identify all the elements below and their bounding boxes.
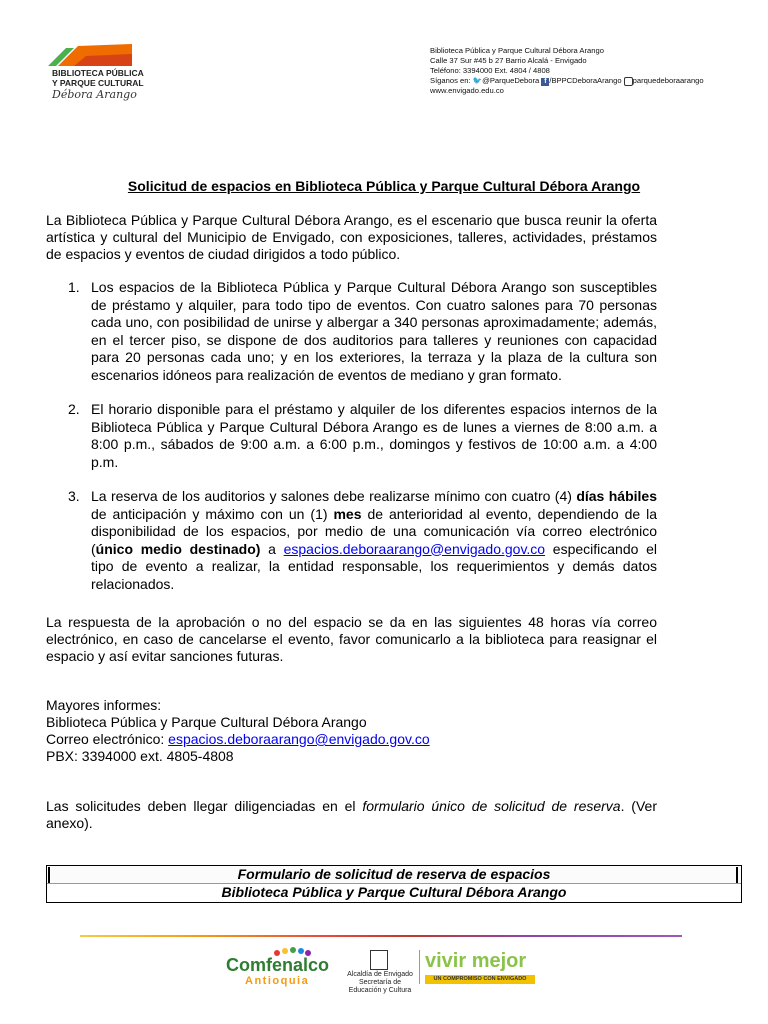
alcaldia-seal-icon [370,950,388,970]
requests-text: Las solicitudes deben llegar diligenciadas en el [46,798,363,814]
form-title-line-2: Biblioteca Pública y Parque Cultural Débora Arango [47,884,741,901]
logo-script: Débora Arango [52,88,137,101]
info-email-label: Correo electrónico: [46,731,169,747]
alcaldia-name: Alcaldía de Envigado [347,971,413,978]
form-title-line-1: Formulario de solicitud de reserva de espacios [47,866,741,884]
website[interactable]: www.envigado.edu.co [430,86,504,95]
social-line [430,76,750,86]
form-title-table [46,865,742,903]
facebook-icon: f [541,78,549,86]
intro-paragraph: La Biblioteca Pública y Parque Cultural Débora Arango, es el escenario que busca reunir la oferta artística y cultural del Municipio de Envigado, con exposiciones, talleres, actividades, préstamos de espacios y eventos de ciudad dirigidos a todo público. [46,212,657,262]
vivir-mejor-logo: vivir mejor [425,950,527,972]
info-name: Biblioteca Pública y Parque Cultural Débora Arango [46,714,367,730]
info-block [46,697,430,765]
requests-italic: formulario único de solicitud de reserva [362,798,621,814]
library-logo-icon [48,44,132,66]
list-item-text: Los espacios de la Biblioteca Pública y Parque Cultural Débora Arango son susceptibles de préstamo y alquiler, para todo tipo de eventos. Con cuatro salones para 70 personas cada uno, con posibilidad de unirse y albergar a 340 personas aproximadamente; además, en el tercer piso, se dispone de dos auditorios para talleres y reuniones con capacidad para 20 personas cada uno; y en los exteriores, la terraza y la plaza de la cultura son escenarios idóneos para realización de eventos de mediano y gran formato. [91,279,657,383]
comfenalco-sub: Antioquia [245,975,310,987]
list-item-text: de anterioridad al evento, dependiendo de la disponibilidad de los espacios, por medio de una comunicación vía correo electrónico ( [91,505,657,557]
bold-text: mes [333,505,362,522]
list-item-text: La reserva de los auditorios y salones debe realizarse mínimo con cuatro (4) [91,488,577,504]
email-link[interactable]: espacios.deboraarango@envigado.gov.co [283,540,546,557]
list-item-text: especificando el tipo de evento a realizar, la entidad responsable, los requerimientos y demás datos relacionados. [91,540,657,592]
instagram-handle[interactable]: parquedeboraarango [632,76,704,85]
contact-phone: Teléfono: 3394000 Ext. 4804 / 4808 [430,66,550,75]
info-email-line [46,731,430,748]
logo-text [52,68,144,88]
list-number: 3. [68,488,80,504]
logo-line-2: Y PARQUE CULTURAL [52,78,144,88]
contact-name: Biblioteca Pública y Parque Cultural Débora Arango [430,46,604,55]
page-title: Solicitud de espacios en Biblioteca Pública y Parque Cultural Débora Arango [127,178,641,194]
response-paragraph: La respuesta de la aprobación o no del espacio se da en las siguientes 48 horas vía correo electrónico, en caso de cancelarse el evento, favor comunicarlo a la biblioteca para reasignar el espacio y así evitar sanciones futuras. [46,614,657,664]
list-number: 1. [68,279,80,295]
alcaldia-logo [342,971,418,995]
info-email-link[interactable]: espacios.deboraarango@envigado.gov.co [168,731,430,747]
table-border-right [736,867,738,883]
footer-separator [419,950,420,984]
info-pbx: PBX: 3394000 ext. 4805-4808 [46,748,234,764]
list-item [46,488,657,593]
bold-text: único medio destinado) [95,540,261,557]
list-number: 2. [68,401,80,417]
table-border-left [48,867,50,883]
list-item-text: a [260,540,284,557]
requests-paragraph [46,798,657,832]
list-item-text: El horario disponible para el préstamo y alquiler de los diferentes espacios internos de la Biblioteca Pública y Parque Cultural Débora Arango es de lunes a viernes de 8:00 a.m. a 8:00 p.m., sábados de 9:00 a.m. a 6:00 p.m., domingos y festivos de 10:00 a.m. a 4:00 p.m. [91,401,657,470]
bold-text: días hábiles [576,488,657,504]
list-item-text: de anticipación y máximo con un (1) [91,505,334,522]
contact-block [430,46,750,96]
instagram-icon [624,77,633,86]
info-heading: Mayores informes: [46,697,162,713]
social-label: Síganos en: [430,76,471,85]
facebook-handle[interactable]: /BPPCDeboraArango [549,76,622,85]
twitter-handle[interactable]: @ParqueDebora [482,76,540,85]
footer-divider [80,935,682,937]
logo-line-1: BIBLIOTECA PÚBLICA [52,68,144,78]
contact-address: Calle 37 Sur #45 b 27 Barrio Alcalá - Envigado [430,56,587,65]
twitter-icon: 🐦 [472,76,483,85]
comfenalco-logo: Comfenalco [226,955,330,975]
numbered-list [46,279,657,610]
vivir-mejor-tagline: UN COMPROMISO CON ENVIGADO [425,975,535,984]
alcaldia-sub: Secretaría de Educación y Cultura [348,979,412,994]
list-item [46,401,657,471]
requests-text: . (Ver anexo). [46,798,657,831]
list-item [46,279,657,384]
